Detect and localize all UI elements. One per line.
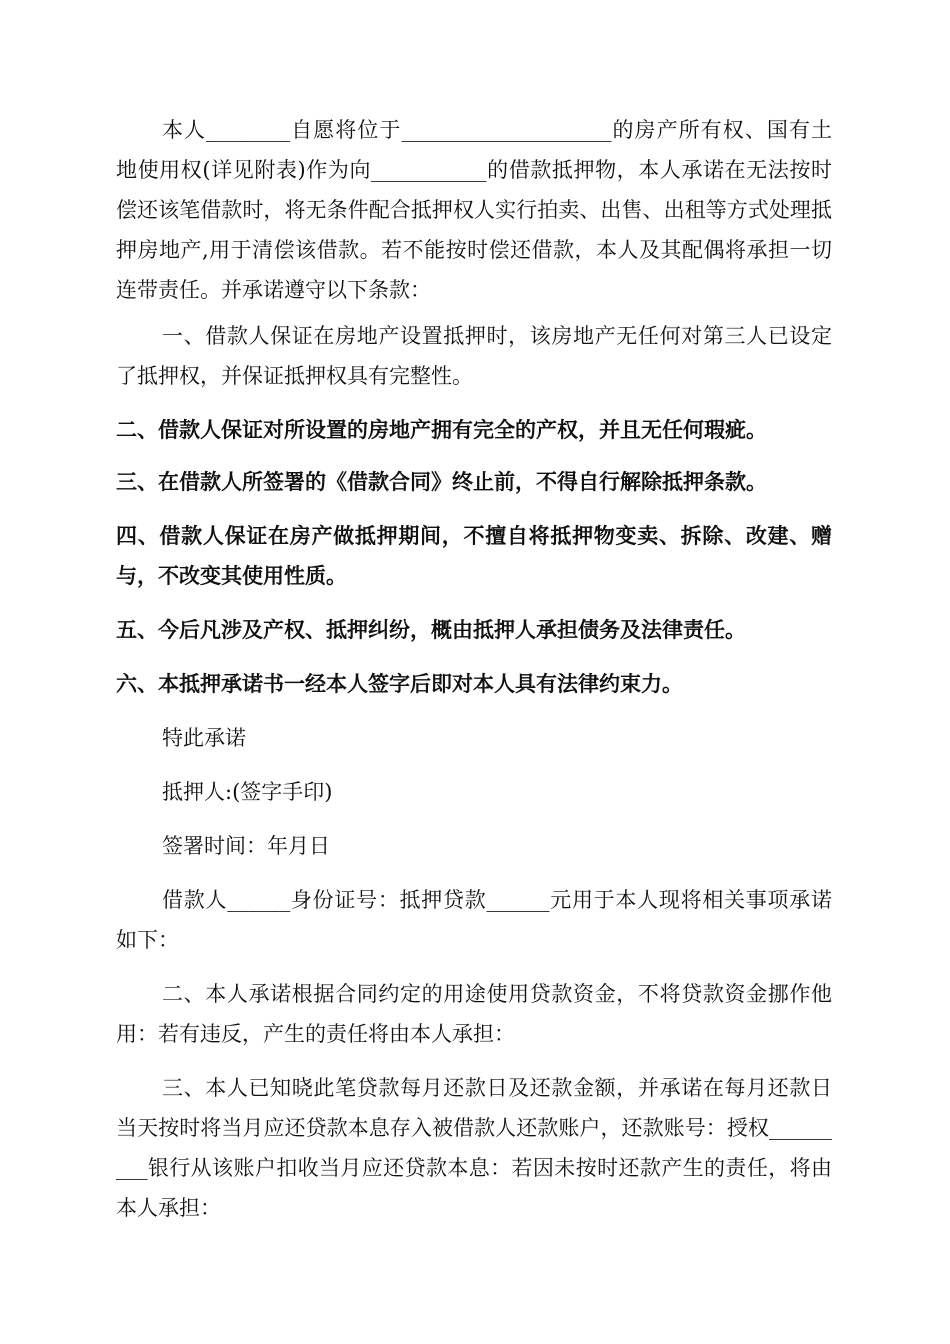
borrower-paragraph: 借款人______身份证号：抵押贷款______元用于本人现将相关事项承诺如下： bbox=[116, 888, 832, 952]
commitment-two: 二、本人承诺根据合同约定的用途使用贷款资金，不将贷款资金挪作他用：若有违反，产生的责任将由本人承担： bbox=[116, 982, 832, 1046]
signing-date-line: 签署时间：年月日 bbox=[162, 834, 330, 858]
intro-paragraph: 本人________自愿将位于____________________的房产所有权、国有土地使用权(详见附表)作为向___________的借款抵押物，本人承诺在无法按时偿还该笔借款时，将无条件配合抵押权人实行拍卖、出售、出租等方式处理抵押房地产,用于清偿该借款。若不能按时偿还借款，本人及其配偶将承担一切连带责任。并承诺遵守以下条款： bbox=[116, 118, 832, 302]
clause-six: 六、本抵押承诺书一经本人签字后即对本人具有法律约束力。 bbox=[116, 672, 683, 696]
clause-five: 五、今后凡涉及产权、抵押纠纷，概由抵押人承担债务及法律责任。 bbox=[116, 618, 746, 642]
clause-two: 二、借款人保证对所设置的房地产拥有完全的产权，并且无任何瑕疵。 bbox=[116, 418, 767, 442]
clause-four: 四、借款人保证在房产做抵押期间，不擅自将抵押物变卖、拆除、改建、赠与，不改变其使用性质。 bbox=[116, 524, 832, 588]
hereby-promise: 特此承诺 bbox=[162, 726, 246, 750]
clause-one: 一、借款人保证在房地产设置抵押时，该房地产无任何对第三人已设定了抵押权，并保证抵押权具有完整性。 bbox=[116, 324, 832, 388]
clause-three: 三、在借款人所签署的《借款合同》终止前，不得自行解除抵押条款。 bbox=[116, 470, 767, 494]
commitment-three: 三、本人已知晓此笔贷款每月还款日及还款金额，并承诺在每月还款日当天按时将当月应还贷款本息存入被借款人还款账户，还款账号：授权_________银行从该账户扣收当月应还贷款本息：若因未按时还款产生的责任，将由本人承担： bbox=[116, 1076, 832, 1220]
mortgagor-signature-line: 抵押人:(签字手印) bbox=[162, 780, 333, 804]
